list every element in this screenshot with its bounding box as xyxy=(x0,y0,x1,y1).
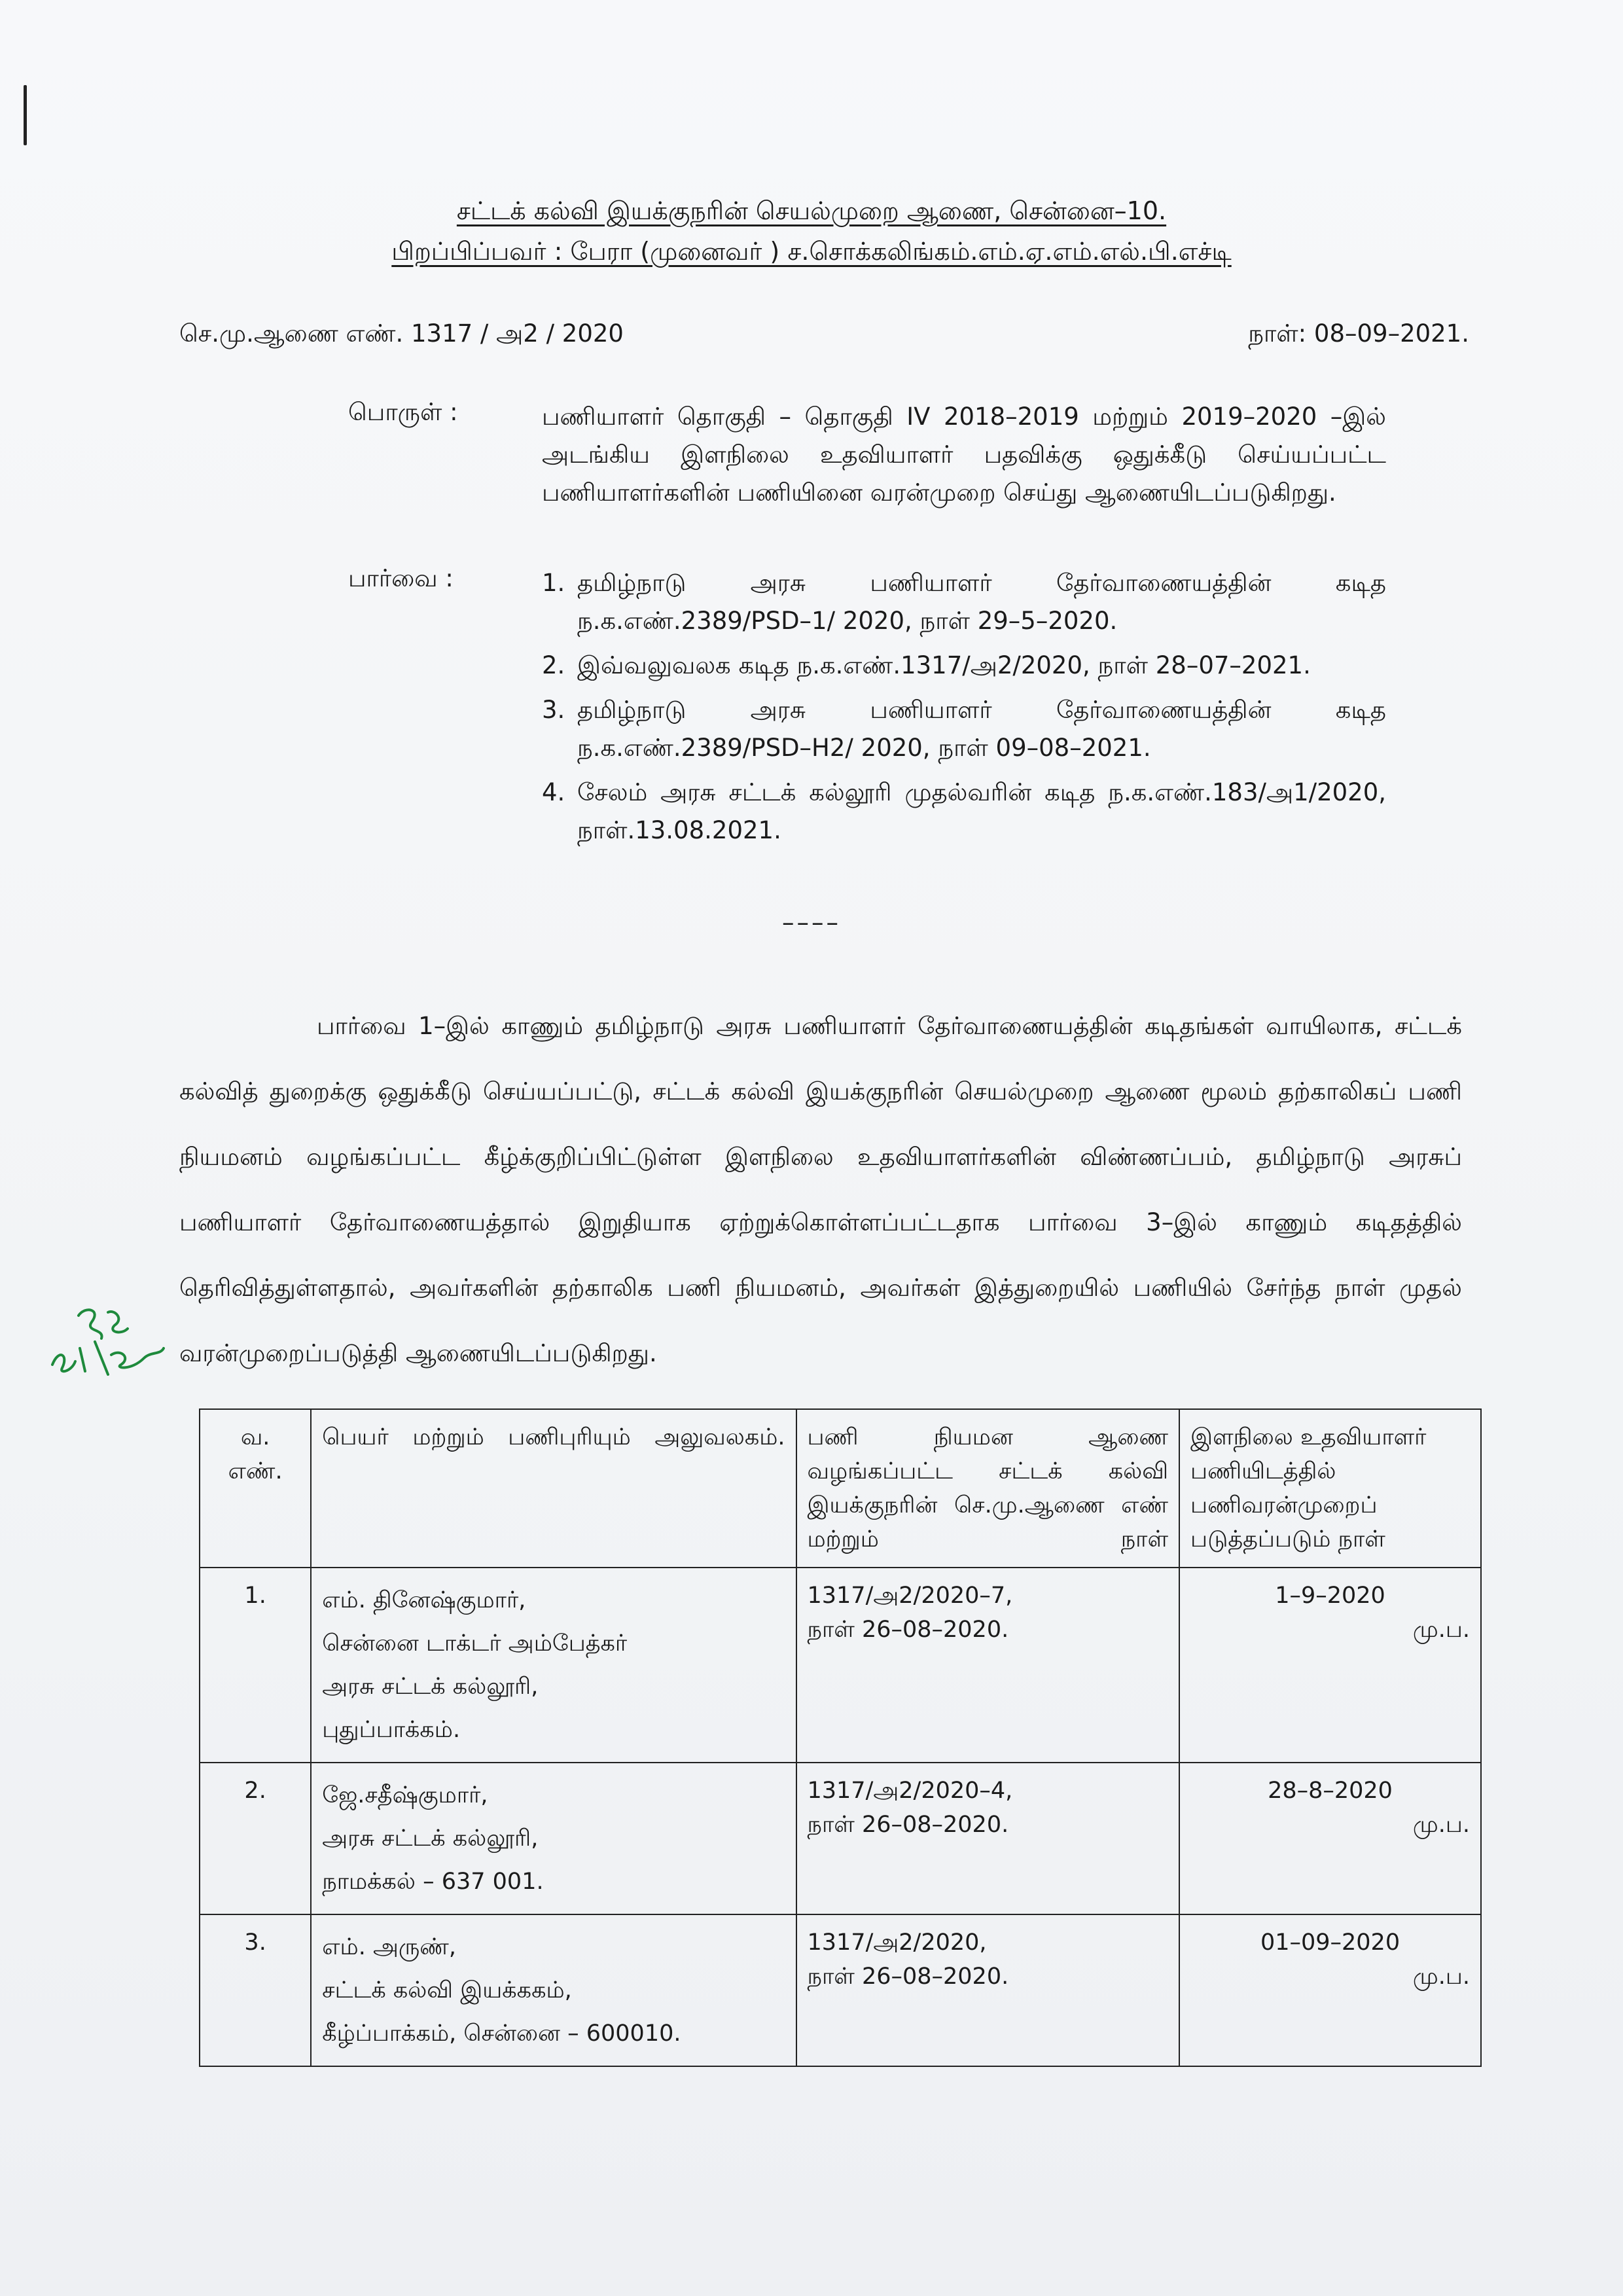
office-title: சட்டக் கல்வி இயக்குநரின் செயல்முறை ஆணை, சென்னை–10. xyxy=(456,196,1167,225)
name-line: ஜே.சதீஷ்குமார், xyxy=(322,1782,488,1808)
table-row xyxy=(200,1763,1481,1914)
reference-number: 3. xyxy=(542,696,565,724)
name-line: சென்னை டாக்டர் அம்பேத்கர் xyxy=(322,1630,628,1657)
margin-mark xyxy=(24,85,27,145)
reference-text: தமிழ்நாடு அரசு பணியாளர் தேர்வாணையத்தின் கடித ந.க.எண்.2389/PSD–H2/ 2020, நாள் 09–08–2021. xyxy=(577,696,1386,762)
name-line: எம். தினேஷ்குமார், xyxy=(322,1587,526,1613)
regularisation-date: 1–9–2020 xyxy=(1275,1583,1385,1609)
column-header-sno: வ. எண். xyxy=(200,1409,311,1568)
reference-text: தமிழ்நாடு அரசு பணியாளர் தேர்வாணையத்தின் கடித ந.க.எண்.2389/PSD–1/ 2020, நாள் 29–5–2020. xyxy=(577,569,1386,635)
body-paragraph: பார்வை 1–இல் காணும் தமிழ்நாடு அரசு பணியாளர் தேர்வாணையத்தின் கடிதங்கள் வாயிலாக, சட்டக் கல்வித் துறைக்கு ஒதுக்கீடு செய்யப்பட்டு, சட்டக் கல்வி இயக்குநரின் செயல்முறை ஆணை மூலம் தற்காலிகப் பணி நியமனம் வழங்கப்பட்ட கீழ்க்குறிப்பிட்டுள்ள இளநிலை உதவியாளர்களின் விண்ணப்பம், தமிழ்நாடு அரசுப் பணியாளர் தேர்வாணையத்தால் இறுதியாக ஏற்றுக்கொள்ளப்பட்டதாக பார்வை 3–இல் காணும் கடிதத்தில் தெரிவித்துள்ளதால், அவர்களின் தற்காலிக பணி நியமனம், அவர்கள் இத்துறையில் பணியில் சேர்ந்த நாள் முதல் வரன்முறைப்படுத்தி ஆணையிடப்படுகிறது. xyxy=(179,1012,1462,1367)
name-line: கீழ்ப்பாக்கம், சென்னை – 600010. xyxy=(322,2020,681,2047)
cell-regularisation-date xyxy=(1179,1763,1481,1914)
order-number: செ.மு.ஆணை எண். 1317 / அ2 / 2020 xyxy=(179,319,624,348)
regularisation-date: 01–09–2020 xyxy=(1260,1929,1400,1956)
handwritten-initials-icon xyxy=(39,1302,170,1381)
table-header-row xyxy=(200,1409,1481,1568)
reference-item xyxy=(542,564,1386,640)
forenoon-suffix: மு.ப. xyxy=(1412,1617,1470,1643)
reference-number: 1. xyxy=(542,569,565,597)
order-date-line: நாள் 26–08–2020. xyxy=(807,1964,1009,1990)
issued-by: பிறப்பிப்பவர் : பேரா (முனைவர் ) ச.சொக்கலிங்கம்.எம்.ஏ.எம்.எல்.பி.எச்டி xyxy=(391,237,1232,266)
order-date-line: நாள் 26–08–2020. xyxy=(807,1812,1009,1838)
cell-name xyxy=(311,1914,796,2066)
forenoon-suffix: மு.ப. xyxy=(1412,1812,1470,1838)
cell-sno: 1. xyxy=(200,1568,311,1763)
table-row xyxy=(200,1914,1481,2066)
name-line: அரசு சட்டக் கல்லூரி, xyxy=(322,1825,539,1852)
reference-item xyxy=(542,774,1386,850)
cell-sno: 2. xyxy=(200,1763,311,1914)
order-number-line: 1317/அ2/2020, xyxy=(807,1929,987,1956)
column-header-name: பெயர் மற்றும் பணிபுரியும் அலுவலகம். xyxy=(311,1409,796,1568)
order-date-line: நாள் 26–08–2020. xyxy=(807,1617,1009,1643)
column-header-order: பணி நியமன ஆணை வழங்கப்பட்ட சட்டக் கல்வி இயக்குநரின் செ.மு.ஆணை எண் மற்றும் நாள் xyxy=(796,1409,1180,1568)
references-list xyxy=(542,564,1386,856)
regularisation-date: 28–8–2020 xyxy=(1268,1778,1393,1804)
reference-item xyxy=(542,647,1386,685)
subject-label: பொருள் : xyxy=(348,398,458,426)
order-number-line: 1317/அ2/2020–7, xyxy=(807,1583,1013,1609)
cell-name xyxy=(311,1763,796,1914)
separator: –––– xyxy=(782,908,841,937)
reference-number: 4. xyxy=(542,778,565,806)
table-row xyxy=(200,1568,1481,1763)
cell-name xyxy=(311,1568,796,1763)
cell-order xyxy=(796,1763,1180,1914)
cell-regularisation-date xyxy=(1179,1568,1481,1763)
reference-item xyxy=(542,691,1386,767)
name-line: நாமக்கல் – 637 001. xyxy=(322,1869,544,1895)
name-line: அரசு சட்டக் கல்லூரி, xyxy=(322,1674,539,1700)
reference-text: சேலம் அரசு சட்டக் கல்லூரி முதல்வரின் கடித ந.க.எண்.183/அ1/2020, நாள்.13.08.2021. xyxy=(577,778,1386,844)
name-line: புதுப்பாக்கம். xyxy=(322,1717,461,1743)
cell-regularisation-date xyxy=(1179,1914,1481,2066)
reference-text: இவ்வலுவலக கடித ந.க.எண்.1317/அ2/2020, நாள் 28–07–2021. xyxy=(577,651,1311,679)
name-line: சட்டக் கல்வி இயக்ககம், xyxy=(322,1977,572,2003)
references-label: பார்வை : xyxy=(348,564,454,592)
column-header-regularisation-date: இளநிலை உதவியாளர் பணியிடத்தில் பணிவரன்முறைப் படுத்தப்படும் நாள் xyxy=(1179,1409,1481,1568)
forenoon-suffix: மு.ப. xyxy=(1412,1964,1470,1990)
name-line: எம். அருண், xyxy=(322,1934,456,1960)
cell-order xyxy=(796,1568,1180,1763)
order-number-line: 1317/அ2/2020–4, xyxy=(807,1778,1013,1804)
cell-order xyxy=(796,1914,1180,2066)
subject-text: பணியாளர் தொகுதி – தொகுதி IV 2018–2019 மற்றும் 2019–2020 –இல் அடங்கிய இளநிலை உதவியாளர் பதவிக்கு ஒதுக்கீடு செய்யப்பட்ட பணியாளர்களின் பணியினை வரன்முறை செய்து ஆணையிடப்படுகிறது. xyxy=(542,403,1386,507)
cell-sno: 3. xyxy=(200,1914,311,2066)
reference-number: 2. xyxy=(542,651,565,679)
order-date: நாள்: 08–09–2021. xyxy=(1248,319,1469,348)
regularisation-table xyxy=(199,1408,1482,2067)
